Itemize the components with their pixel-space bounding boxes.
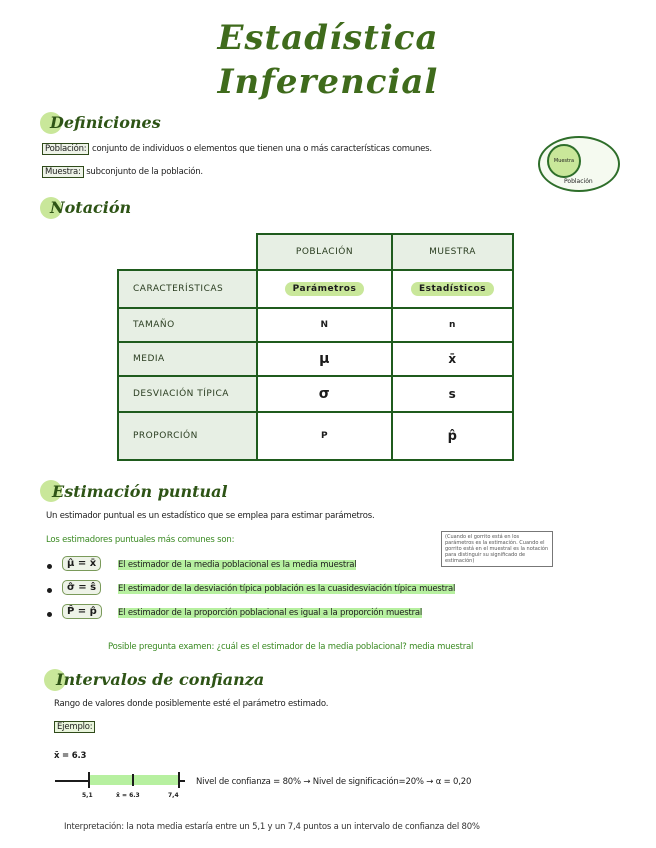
col-header-muestra: MUESTRA bbox=[392, 234, 513, 270]
estimador-proporcion-text bbox=[118, 608, 422, 618]
col-header-poblacion: POBLACIÓN bbox=[257, 234, 392, 270]
table-corner bbox=[118, 234, 257, 270]
cell-muestra bbox=[392, 270, 513, 308]
pill-parametros: Parámetros bbox=[285, 282, 365, 296]
exam-question: Posible pregunta examen: ¿cuál es el estimador de la media poblacional? media muestral bbox=[108, 642, 474, 652]
interval-mid-tick bbox=[132, 774, 134, 786]
pill-estadisticos: Estadísticos bbox=[411, 282, 494, 296]
definicion-muestra bbox=[42, 167, 203, 177]
estimador-media-highlight: El estimador de la media poblacional es la media muestral bbox=[118, 560, 357, 570]
table-row bbox=[118, 376, 513, 412]
poblacion-diagram-label: Población bbox=[564, 178, 593, 185]
row-label: TAMAÑO bbox=[118, 308, 257, 342]
estimador-desviacion-highlight: El estimador de la desviación típica población es la cuasidesviación típica muestral bbox=[118, 584, 456, 594]
page-title-line2: Inferencial bbox=[217, 62, 439, 102]
definicion-poblacion bbox=[42, 144, 432, 154]
row-label: CARACTERÍSTICAS bbox=[118, 270, 257, 308]
estimacion-list-title: Los estimadores puntuales más comunes son: bbox=[46, 535, 235, 545]
estimador-media-text bbox=[118, 560, 356, 570]
table-row bbox=[118, 308, 513, 342]
poblacion-text: conjunto de individuos o elementos que tienen una o más características comunes. bbox=[92, 144, 432, 154]
cell-poblacion: N bbox=[257, 308, 392, 342]
cell-muestra: s bbox=[392, 376, 513, 412]
bullet bbox=[47, 612, 52, 617]
formula-media: μ̂ = x̄ bbox=[62, 556, 101, 571]
formula-proporcion: P̂ = p̂ bbox=[62, 604, 102, 619]
cell-muestra: x̄ bbox=[392, 342, 513, 376]
page-title-line1: Estadística bbox=[217, 18, 439, 58]
muestra-text: subconjunto de la población. bbox=[86, 167, 203, 177]
cell-muestra: p̂ bbox=[392, 412, 513, 460]
heading-estimacion: Estimación puntual bbox=[52, 482, 228, 501]
poblacion-diagram bbox=[538, 136, 620, 192]
interval-range bbox=[88, 775, 180, 785]
heading-intervalos: Intervalos de confianza bbox=[56, 670, 265, 689]
formula-desviacion: σ̂ = ŝ bbox=[62, 580, 101, 595]
heading-definiciones: Definiciones bbox=[50, 113, 161, 132]
notation-table bbox=[117, 233, 514, 461]
xbar-value: x̄ = 6.3 bbox=[54, 751, 87, 761]
interval-right-tick bbox=[178, 772, 180, 788]
estimador-proporcion-highlight: El estimador de la proporción poblacional es igual a la proporción muestral bbox=[118, 608, 423, 618]
muestra-circle: Muestra bbox=[547, 144, 581, 178]
table-row bbox=[118, 270, 513, 308]
table-row bbox=[118, 412, 513, 460]
interval-right-label: 7,4 bbox=[168, 792, 179, 799]
bullet bbox=[47, 588, 52, 593]
poblacion-label: Población: bbox=[42, 143, 89, 155]
row-label: MEDIA bbox=[118, 342, 257, 376]
row-label: PROPORCIÓN bbox=[118, 412, 257, 460]
interval-left-tick bbox=[88, 772, 90, 788]
confianza-text: Nivel de confianza = 80% → Nivel de significación=20% → α = 0,20 bbox=[196, 777, 472, 787]
interpretacion-text: Interpretación: la nota media estaría entre un 5,1 y un 7,4 puntos a un intervalo de confianza del 80% bbox=[64, 822, 480, 832]
cell-poblacion: σ bbox=[257, 376, 392, 412]
estimacion-intro: Un estimador puntual es un estadístico que se emplea para estimar parámetros. bbox=[46, 511, 375, 521]
cell-poblacion: P bbox=[257, 412, 392, 460]
intervalos-intro: Rango de valores donde posiblemente esté el parámetro estimado. bbox=[54, 699, 329, 709]
ejemplo-label: Ejemplo: bbox=[54, 721, 95, 733]
cell-poblacion bbox=[257, 270, 392, 308]
heading-notacion: Notación bbox=[50, 198, 132, 217]
interval-left-label: 5,1 bbox=[82, 792, 93, 799]
row-label: DESVIACIÓN TÍPICA bbox=[118, 376, 257, 412]
estimacion-note: (Cuando el gorrito está en los parámetros es la estimación. Cuando el gorrito está en el muestral es la notación para distinguir su significado de estimación) bbox=[441, 531, 553, 567]
cell-muestra: n bbox=[392, 308, 513, 342]
estimador-desviacion-text bbox=[118, 584, 455, 594]
muestra-label: Muestra: bbox=[42, 166, 84, 178]
bullet bbox=[47, 564, 52, 569]
table-row bbox=[118, 342, 513, 376]
cell-poblacion: μ bbox=[257, 342, 392, 376]
interval-mid-label: x̄ = 6.3 bbox=[116, 792, 140, 799]
